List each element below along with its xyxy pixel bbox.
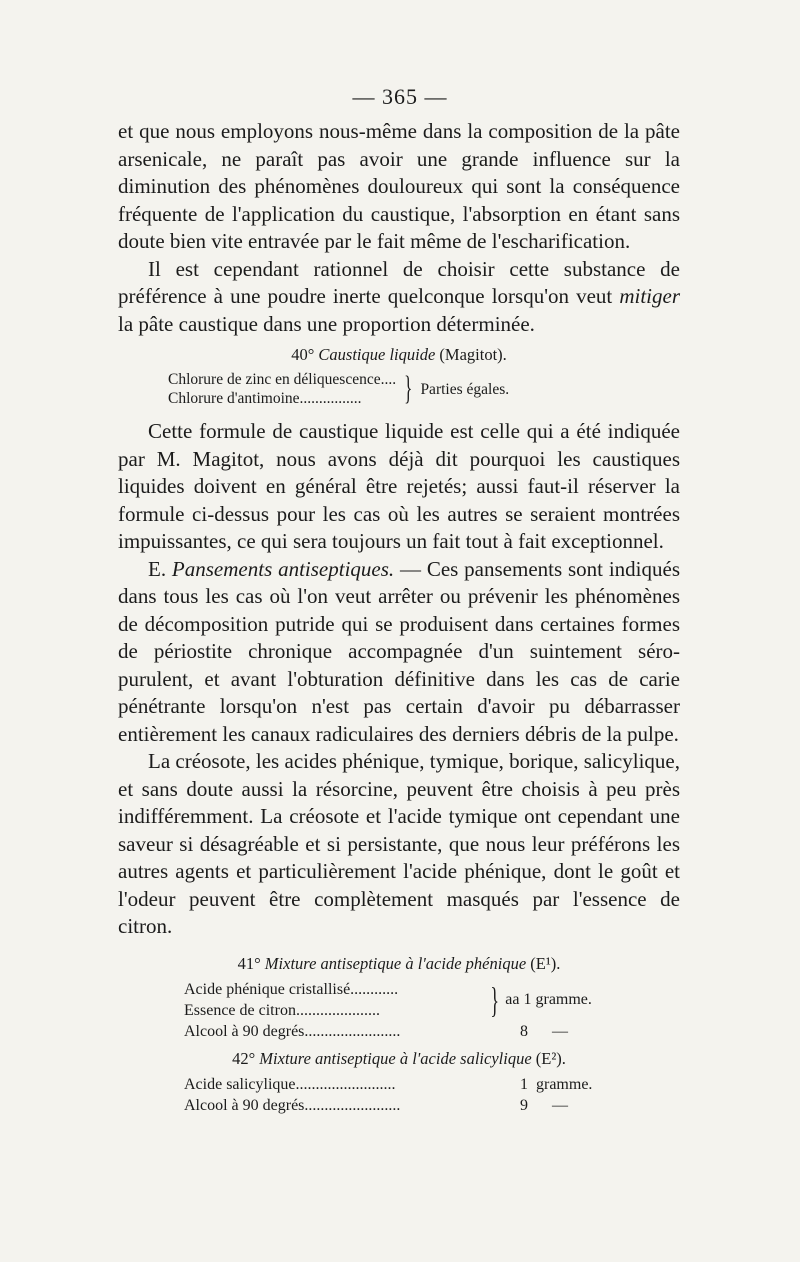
formula-41-ingredients: [184, 979, 680, 1042]
ingredient: Chlorure de zinc en déliquescence....: [168, 371, 397, 388]
unit: —: [552, 1022, 568, 1040]
unit: —: [552, 1096, 568, 1114]
paragraph-4: E. Pansements antiseptiques. — Ces pansements sont indiqués dans tous les cas où l'on veut arrêter ou prévenir les phénomènes de décomposition putride qui se produisent dans certaines formes de périostite chronique accompagnée d'un suintement séro-purulent, et avant l'obturation définitive dans les cas de carie pénétrante lorsqu'on n'est pas certain d'avoir pu débarrasser entièrement les canaux radiculaires des derniers débris de la pulpe.: [118, 556, 680, 746]
ingredient: Acide phénique cristallisé............: [184, 980, 399, 998]
paragraph-3: Cette formule de caustique liquide est celle qui a été indiquée par M. Magitot, nous avons déjà dit pourquoi les caustiques liquides doivent en général être rejetés; aussi faut-il réserver la formule ci-dessus pour les cas où les autres se seraient montrées impuissantes, ce qui sera toujours un fait tout à fait exceptionnel.: [118, 419, 680, 553]
paragraph-1: et que nous employons nous-même dans la composition de la pâte arsenicale, ne paraît pas avoir une grande influence sur la diminution des phénomènes douloureux qui sont la conséquence fréquente de l'application du caustique, l'absorption en étant sans doute bien vite entravée par le fait même de l'escharification.: [118, 119, 680, 253]
formula-40-ingredients: [168, 370, 680, 408]
ingredient: Alcool à 90 degrés........................: [184, 1022, 401, 1040]
formula-42-heading: 42° Mixture antiseptique à l'acide salicylique (E²).: [232, 1048, 566, 1068]
ingredient: Acide salicylique.........................: [184, 1075, 396, 1093]
unit: gramme.: [536, 1075, 593, 1093]
page-body: [118, 118, 680, 1116]
section-title: Pansements antiseptiques.: [171, 556, 395, 581]
amount: 9: [520, 1096, 528, 1114]
ingredient: Essence de citron.....................: [184, 1001, 380, 1019]
page-number: — 365 —: [352, 84, 448, 109]
formula-41-group-quantity: aa 1 gramme.: [505, 991, 592, 1008]
emphasis-mitiger: mitiger: [619, 284, 680, 308]
formula-40-quantity: Parties égales.: [420, 380, 510, 398]
paragraph-5: La créosote, les acides phénique, tymique, borique, salicylique, et sans doute aussi la résorcine, peuvent être choisis à peu près indifféremment. La créosote et l'acide tymique ont cependant une saveur si désagréable et si persistante, que nous leur préférons les autres agents et particulièrement l'acide phénique, dont le goût et l'odeur peuvent être complètement masqués par l'essence de citron.: [118, 749, 680, 938]
formula-40-heading: 40° Caustique liquide (Magitot).: [291, 345, 507, 364]
brace: }: [490, 979, 499, 1020]
amount: 8: [520, 1022, 528, 1040]
amount: 1: [520, 1075, 528, 1093]
ingredient: Chlorure d'antimoine................: [168, 390, 362, 407]
brace: }: [404, 370, 413, 407]
formula-41-heading: 41° Mixture antiseptique à l'acide phénique (E¹).: [237, 953, 561, 973]
formula-42-ingredients: [184, 1074, 680, 1116]
paragraph-2: Il est cependant rationnel de choisir cette substance de préférence à une poudre inerte quelconque lorsqu'on veut mitiger la pâte caustique dans une proportion déterminée.: [118, 256, 680, 336]
ingredient: Alcool à 90 degrés........................: [184, 1096, 401, 1114]
